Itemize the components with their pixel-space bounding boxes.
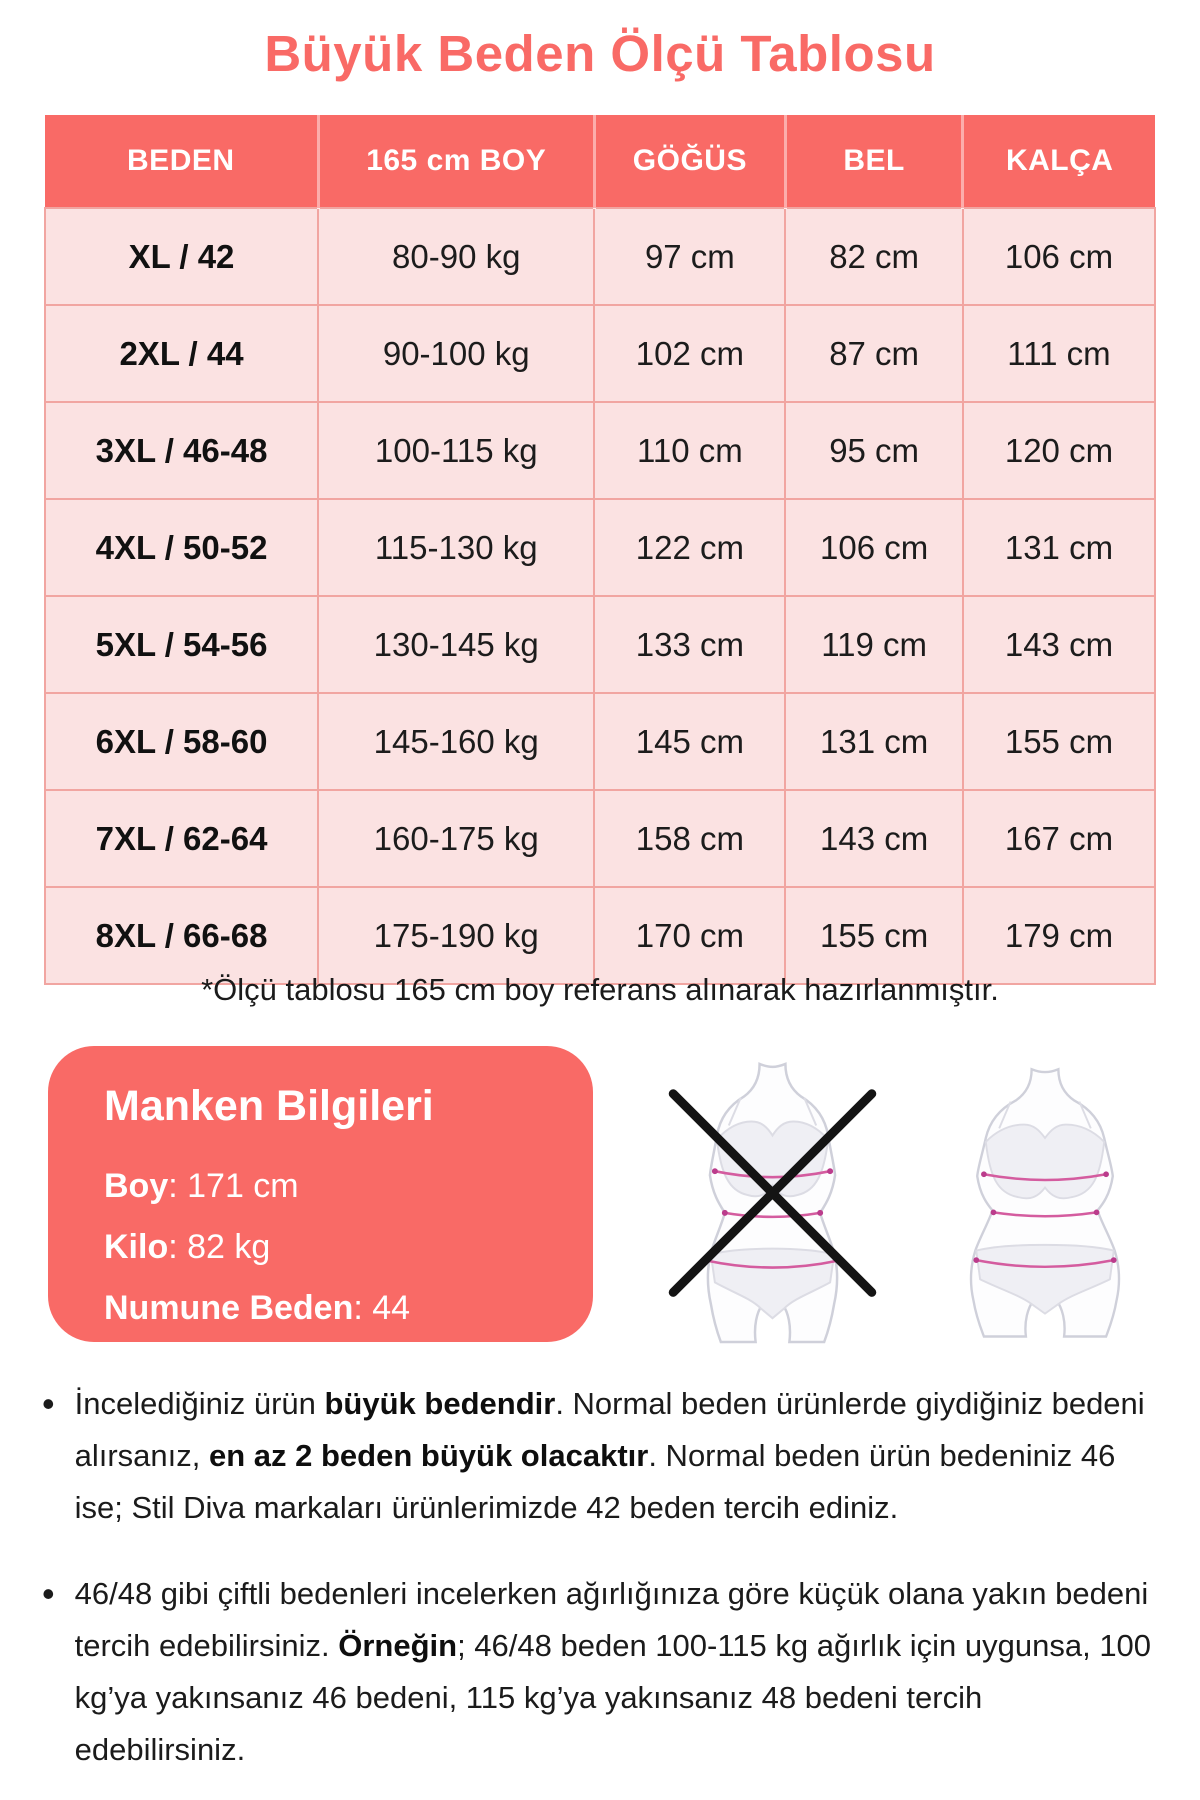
model-weight-value: : 82 kg (168, 1228, 271, 1266)
value-cell: 145 cm (594, 693, 785, 790)
header-boy: 165 cm BOY (318, 115, 594, 208)
value-cell: 111 cm (963, 305, 1155, 402)
value-cell: 82 cm (785, 208, 963, 305)
value-cell: 110 cm (594, 402, 785, 499)
size-table (44, 115, 1156, 985)
figures (640, 1056, 1170, 1344)
value-cell: 155 cm (785, 887, 963, 984)
value-cell: 120 cm (963, 402, 1155, 499)
size-cell: 5XL / 54-56 (45, 596, 318, 693)
value-cell: 95 cm (785, 402, 963, 499)
table-note: *Ölçü tablosu 165 cm boy referans alınarak hazırlanmıştır. (201, 972, 999, 1007)
value-cell: 100-115 kg (318, 402, 594, 499)
header-bel: BEL (785, 115, 963, 208)
header-kalca: KALÇA (963, 115, 1155, 208)
bullet-dot: • (42, 1573, 55, 1614)
value-cell: 143 cm (785, 790, 963, 887)
value-cell: 145-160 kg (318, 693, 594, 790)
table-row (45, 499, 1155, 596)
value-cell: 102 cm (594, 305, 785, 402)
value-cell: 115-130 kg (318, 499, 594, 596)
value-cell: 131 cm (785, 693, 963, 790)
bullet-text: İncelediğiniz ürün büyük bedendir. Normal beden ürünlerde giydiğiniz bedeni alırsanız, en az 2 beden büyük olacaktır. Normal beden ürün bedeniniz 46 ise; Stil Diva markaları ürünlerimizde 42 beden tercih ediniz. (74, 1386, 1145, 1525)
bullet-text: 46/48 gibi çiftli bedenleri incelerken ağırlığınıza göre küçük olana yakın bedeni tercih edebilirsiniz. Örneğin; 46/48 beden 100-115 kg ağırlık için uygunsa, 100 kg’ya yakınsanız 46 bedeni, 115 kg’ya yakınsanız 48 bedeni tercih edebilirsiniz. (74, 1576, 1152, 1767)
value-cell: 90-100 kg (318, 305, 594, 402)
model-sample-size-label: Numune Beden (104, 1289, 354, 1327)
value-cell: 87 cm (785, 305, 963, 402)
table-header-row (45, 115, 1155, 208)
model-info-box (48, 1046, 593, 1342)
value-cell: 155 cm (963, 693, 1155, 790)
value-cell: 179 cm (963, 887, 1155, 984)
table-row (45, 208, 1155, 305)
list-item (42, 1568, 1152, 1776)
size-cell: 3XL / 46-48 (45, 402, 318, 499)
model-weight-label: Kilo (104, 1228, 169, 1266)
value-cell: 158 cm (594, 790, 785, 887)
slim-figure-crossed (660, 1056, 885, 1344)
model-info-title: Manken Bilgileri (104, 1082, 434, 1130)
model-sample-size-value: : 44 (353, 1289, 411, 1327)
value-cell: 80-90 kg (318, 208, 594, 305)
model-height-line (104, 1167, 563, 1206)
value-cell: 160-175 kg (318, 790, 594, 887)
table-row (45, 790, 1155, 887)
size-cell: 4XL / 50-52 (45, 499, 318, 596)
value-cell: 131 cm (963, 499, 1155, 596)
size-cell: 8XL / 66-68 (45, 887, 318, 984)
value-cell: 130-145 kg (318, 596, 594, 693)
value-cell: 167 cm (963, 790, 1155, 887)
table-row (45, 887, 1155, 984)
header-gogus: GÖĞÜS (594, 115, 785, 208)
value-cell: 122 cm (594, 499, 785, 596)
value-cell: 119 cm (785, 596, 963, 693)
value-cell: 143 cm (963, 596, 1155, 693)
table-row (45, 402, 1155, 499)
size-cell: 7XL / 62-64 (45, 790, 318, 887)
size-cell: 6XL / 58-60 (45, 693, 318, 790)
header-beden: BEDEN (45, 115, 318, 208)
list-item (42, 1378, 1152, 1534)
size-table-body (45, 208, 1155, 984)
value-cell: 106 cm (963, 208, 1155, 305)
model-sample-size-line (104, 1289, 563, 1328)
model-weight-line (104, 1228, 563, 1267)
value-cell: 97 cm (594, 208, 785, 305)
size-cell: XL / 42 (45, 208, 318, 305)
table-row (45, 596, 1155, 693)
model-height-value: : 171 cm (168, 1167, 299, 1205)
plus-body-illustration (940, 1056, 1150, 1344)
model-height-label: Boy (104, 1167, 169, 1205)
value-cell: 133 cm (594, 596, 785, 693)
value-cell: 170 cm (594, 887, 785, 984)
size-cell: 2XL / 44 (45, 305, 318, 402)
table-row (45, 305, 1155, 402)
value-cell: 106 cm (785, 499, 963, 596)
info-bullets (42, 1378, 1152, 1800)
table-row (45, 693, 1155, 790)
page-title: Büyük Beden Ölçü Tablosu (264, 25, 936, 82)
bullet-dot: • (42, 1383, 55, 1424)
cross-out-x-icon (660, 1056, 885, 1344)
plus-size-figure (940, 1056, 1150, 1344)
value-cell: 175-190 kg (318, 887, 594, 984)
